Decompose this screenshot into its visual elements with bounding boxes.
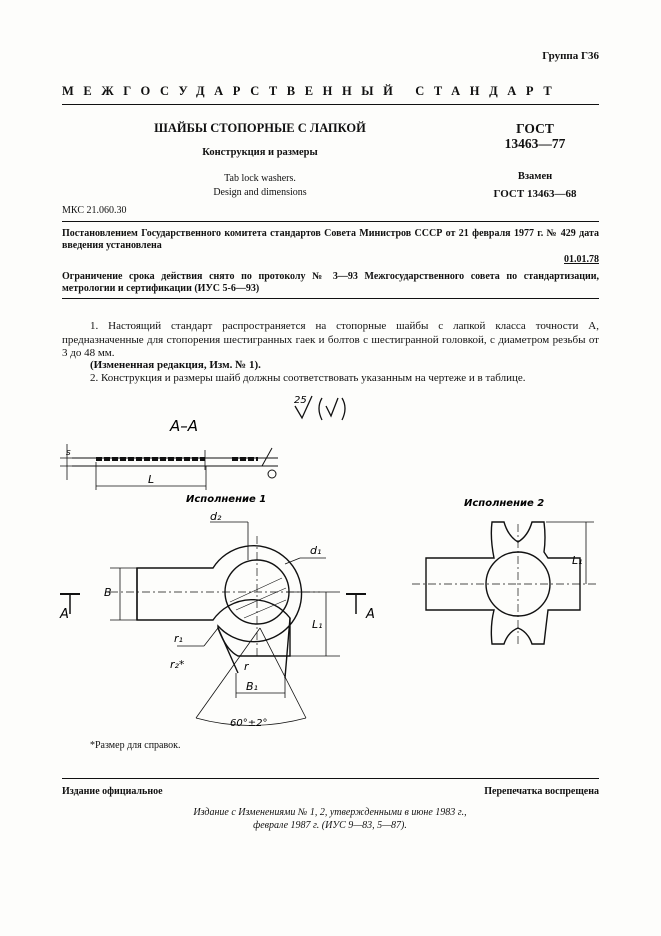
footnote: *Размер для справок. [90, 740, 181, 751]
title-rule [62, 221, 599, 222]
edition-note-line-1: Издание с Изменениями № 1, 2, утвержденными в июне 1983 г., [193, 807, 467, 818]
center-lines-2 [412, 524, 596, 646]
dim-L1-label: L₁ [312, 618, 323, 631]
interstate-standard-heading: МЕЖГОСУДАРСТВЕННЫЙ СТАНДАРТ [62, 84, 562, 98]
mks-code: МКС 21.060.30 [62, 205, 127, 216]
washer-plan-view-1 [137, 546, 302, 678]
dim-B-label: B [104, 586, 112, 599]
dim-s-label: s [66, 448, 71, 458]
standard-subtitle: Конструкция и размеры [202, 147, 318, 158]
edition-note: (Измененная редакция, Изм. № 1). [90, 359, 261, 371]
replaces-label: Взамен [517, 171, 553, 182]
dim-r2-label: r₂* [170, 658, 185, 671]
english-title [130, 172, 390, 200]
section-mark-right-label: А [366, 607, 375, 622]
dim-L-label: L [148, 473, 155, 486]
group-code: Группа Г36 [542, 50, 599, 62]
dim-B1-label: B₁ [246, 680, 258, 693]
footer-rule [62, 778, 599, 779]
section-label: А–А [170, 417, 199, 435]
header-rule [62, 104, 599, 105]
washer-drawing [0, 388, 661, 738]
dim-d2-label: d₂ [210, 510, 222, 523]
dim-angle-label: 60°±2° [230, 718, 268, 729]
edition-note-line-2: феврале 1987 г. (ИУС 9—83, 5—87). [253, 820, 407, 831]
paragraph-2: 2. Конструкция и размеры шайб должны соответствовать указанным на чертеже и в таблице. [90, 372, 526, 384]
exec-1-label: Исполнение 1 [186, 494, 267, 505]
paragraph-1: 1. Настоящий стандарт распространяется на стопорные шайбы с лапкой класса точности А, предназначенные для стопорения шестигранных гаек и болтов с шестигранной головкой, с диаметром резьбы от 3 до 48 мм. [62, 320, 599, 359]
dim-r1-label: r₁ [174, 632, 183, 645]
standard-title: ШАЙБЫ СТОПОРНЫЕ С ЛАПКОЙ [154, 121, 366, 135]
edition-note-footer [120, 806, 540, 832]
replaces-value: ГОСТ 13463—68 [493, 188, 577, 200]
reprint-prohibited-label: Перепечатка воспрещена [484, 786, 599, 797]
introduction-date: 01.01.78 [564, 254, 599, 265]
section-mark-right [346, 594, 366, 614]
dim-L1-exec2-label: L₁ [572, 554, 583, 567]
exec-2-label: Исполнение 2 [464, 498, 545, 509]
dimension-lines-1 [110, 522, 340, 726]
gost-code: 13463—77 [504, 136, 566, 151]
gost-label: ГОСТ [516, 121, 554, 136]
hatch-lines-1 [230, 578, 286, 618]
decree-text: Постановлением Государственного комитета стандартов Совета Министров СССР от 21 февраля 1977 г. № 429 дата введения установлена [62, 228, 599, 251]
section-mark-left-label: А [60, 607, 69, 622]
roughness-value: 25 [294, 395, 307, 406]
dim-d1-label: d₁ [310, 544, 322, 557]
washer-plan-view-2 [426, 522, 580, 644]
gost-number [470, 121, 600, 151]
english-title-line-1: Tab lock washers. [224, 173, 296, 184]
limitation-text: Ограничение срока действия снято по протоколу № 3—93 Межгосударственного совета по стандартизации, метрологии и сертификации (ИУС 5-6—93) [62, 271, 599, 294]
section-view [60, 444, 278, 490]
dim-r-label: r [244, 660, 249, 673]
dimension-lines-2 [546, 522, 594, 584]
official-edition-label: Издание официальное [62, 786, 163, 797]
english-title-line-2: Design and dimensions [213, 187, 307, 198]
decree-rule [62, 298, 599, 299]
